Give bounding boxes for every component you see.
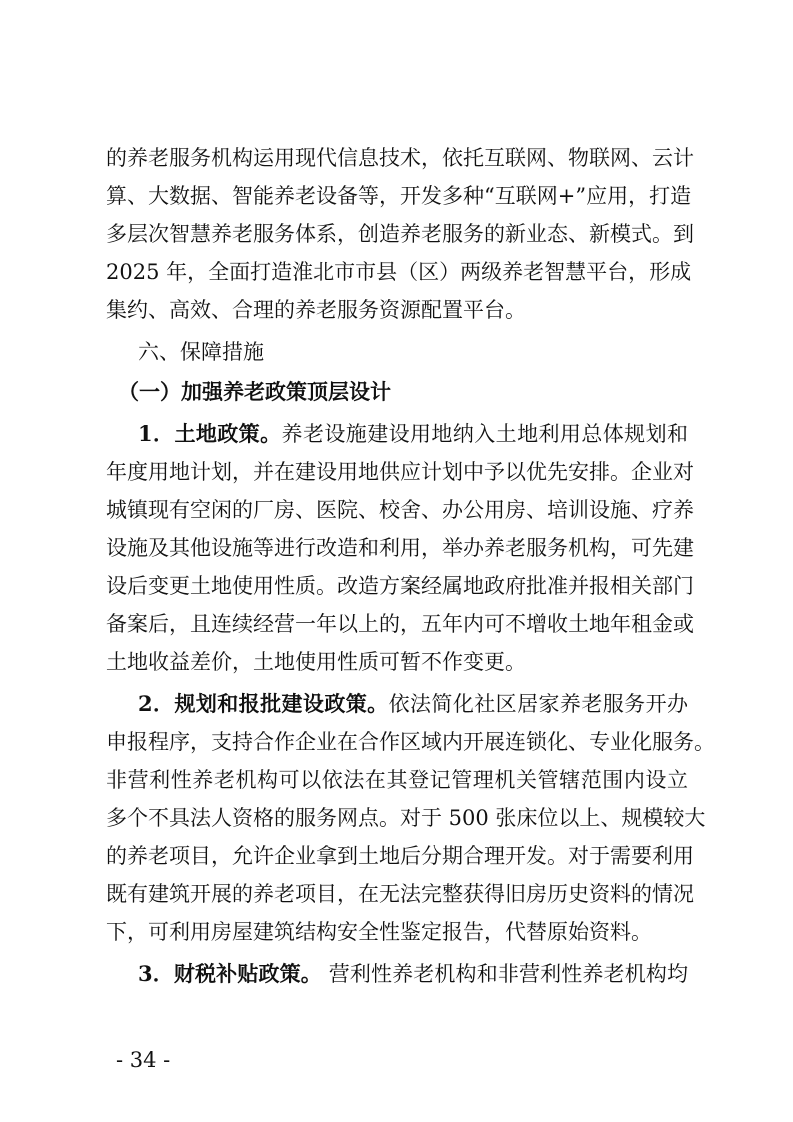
- item-first-line: [138, 419, 688, 449]
- item-title: 3．财税补贴政策。: [138, 961, 322, 986]
- text-line: 备案后，且连续经营一年以上的，五年内可不增收土地年租金或: [106, 612, 694, 636]
- text-line: 下，可利用房屋建筑结构安全性鉴定报告，代替原始资料。: [106, 920, 652, 944]
- item-first-line: [138, 959, 688, 989]
- text-line: 既有建筑开展的养老项目，在无法完整获得旧房历史资料的情况: [106, 882, 694, 906]
- text-line: 非营利性养老机构可以依法在其登记管理机关管辖范围内设立: [106, 768, 688, 792]
- section-heading: 六、保障措施: [138, 340, 264, 364]
- text-line: 申报程序，支持合作企业在合作区域内开展连锁化、专业化服务。: [106, 730, 715, 754]
- text-line: 算、大数据、智能养老设备等，开发多种“互联网+”应用，打造: [106, 184, 692, 208]
- item-first-line: [138, 689, 688, 719]
- item-text: 养老设施建设用地纳入土地利用总体规划和: [281, 422, 688, 446]
- text-line: 设施及其他设施等进行改造和利用，举办养老服务机构，可先建: [106, 536, 694, 560]
- text-line: 城镇现有空闲的厂房、医院、校舍、办公用房、培训设施、疗养: [106, 498, 694, 522]
- subsection-heading: （一）加强养老政策顶层设计: [118, 380, 391, 404]
- text-line: 2025 年，全面打造淮北市市县（区）两级养老智慧平台，形成: [106, 260, 692, 284]
- text-line: 年度用地计划，并在建设用地供应计划中予以优先安排。企业对: [106, 460, 694, 484]
- page-number: - 34 -: [116, 1048, 171, 1072]
- text-line: 多层次智慧养老服务体系，创造养老服务的新业态、新模式。到: [106, 222, 694, 246]
- text-line: 设后变更土地使用性质。改造方案经属地政府批准并报相关部门: [106, 574, 694, 598]
- text-line: 多个不具法人资格的服务网点。对于 500 张床位以上、规模较大: [106, 806, 706, 830]
- text-line: 的养老项目，允许企业拿到土地后分期合理开发。对于需要利用: [106, 844, 694, 868]
- item-text: 营利性养老机构和非营利性养老机构均: [321, 962, 688, 986]
- item-title: 2．规划和报批建设政策。: [138, 691, 389, 716]
- item-title: 1．土地政策。: [138, 421, 282, 446]
- text-line: 集约、高效、合理的养老服务资源配置平台。: [106, 298, 526, 322]
- item-text: 依法简化社区居家养老服务开办: [388, 692, 688, 716]
- text-line: 的养老服务机构运用现代信息技术，依托互联网、物联网、云计: [106, 146, 694, 170]
- text-line: 土地收益差价，土地使用性质可暂不作变更。: [106, 650, 526, 674]
